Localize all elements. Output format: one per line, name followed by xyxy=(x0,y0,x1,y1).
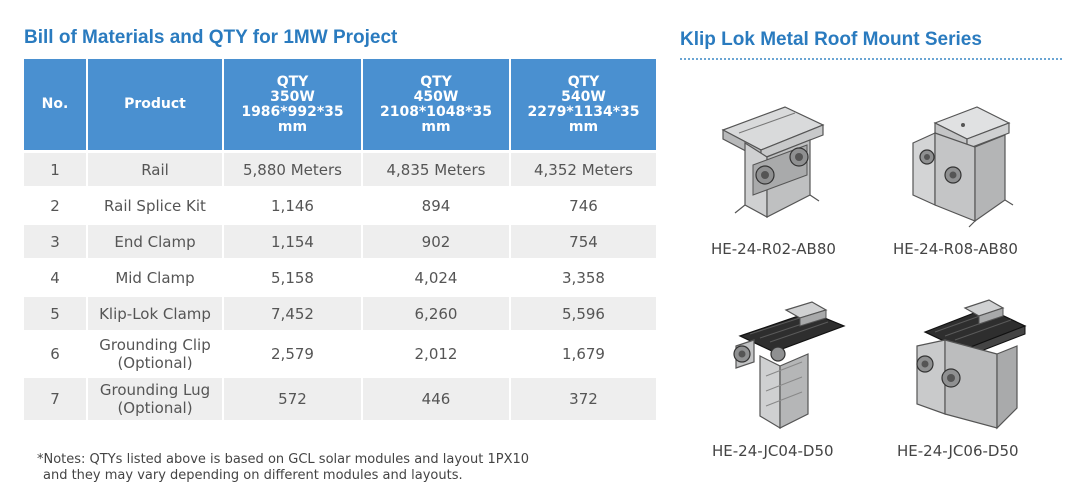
cell-qty-450w: 446 xyxy=(363,375,511,420)
header-product: Product xyxy=(88,59,224,150)
product-line: (Optional) xyxy=(117,399,193,417)
cell-qty-350w: 7,452 xyxy=(224,294,363,330)
cell-qty-350w: 2,579 xyxy=(224,330,363,375)
cell-product: Rail Splice Kit xyxy=(88,186,224,222)
klip-lok-clamp-r08-icon xyxy=(905,95,1020,230)
header-qty-540w xyxy=(511,59,656,150)
cell-product: Klip-Lok Clamp xyxy=(88,294,224,330)
table-row xyxy=(24,294,656,330)
cell-no: 1 xyxy=(24,150,88,186)
cell-no: 4 xyxy=(24,258,88,294)
cell-qty-350w: 5,880 Meters xyxy=(224,150,363,186)
cell-qty-450w: 6,260 xyxy=(363,294,511,330)
cell-qty-450w: 894 xyxy=(363,186,511,222)
header-wattage: 540W xyxy=(561,88,606,105)
klip-lok-clamp-jc04-icon xyxy=(720,296,850,436)
cell-qty-350w: 1,146 xyxy=(224,186,363,222)
table-row xyxy=(24,258,656,294)
header-wattage: 350W xyxy=(270,88,315,105)
klip-lok-clamp-jc06-icon xyxy=(905,296,1030,436)
klip-lok-clamp-r02-icon xyxy=(715,95,835,230)
cell-qty-540w: 1,679 xyxy=(511,330,656,375)
header-qty-label: QTY xyxy=(567,73,600,90)
cell-no: 3 xyxy=(24,222,88,258)
cell-qty-540w: 754 xyxy=(511,222,656,258)
table-row xyxy=(24,222,656,258)
product-line: Grounding Lug xyxy=(99,381,211,399)
cell-no: 6 xyxy=(24,330,88,375)
header-unit: mm xyxy=(568,118,599,135)
cell-qty-350w: 5,158 xyxy=(224,258,363,294)
cell-product xyxy=(88,375,224,420)
table-row xyxy=(24,186,656,222)
product-label: HE-24-JC06-D50 xyxy=(897,442,1019,460)
cell-qty-450w: 2,012 xyxy=(363,330,511,375)
cell-qty-540w: 5,596 xyxy=(511,294,656,330)
cell-qty-540w: 372 xyxy=(511,375,656,420)
header-qty-label: QTY xyxy=(420,73,452,90)
cell-qty-350w: 1,154 xyxy=(224,222,363,258)
product-r08 xyxy=(905,95,1020,230)
notes-line: and they may vary depending on different modules and layouts. xyxy=(43,468,463,483)
product-line: Grounding Clip xyxy=(99,336,211,354)
header-dimensions: 2279*1134*35 xyxy=(527,103,640,120)
header-unit: mm xyxy=(277,118,308,135)
cell-qty-450w: 4,835 Meters xyxy=(363,150,511,186)
product-r02 xyxy=(715,95,835,230)
header-qty-450w xyxy=(363,59,511,150)
table-header-row xyxy=(24,59,656,150)
header-dimensions: 2108*1048*35 xyxy=(379,103,493,120)
product-label: HE-24-JC04-D50 xyxy=(712,442,834,460)
cell-qty-450w: 902 xyxy=(363,222,511,258)
cell-qty-540w: 4,352 Meters xyxy=(511,150,656,186)
cell-qty-540w: 746 xyxy=(511,186,656,222)
product-jc06 xyxy=(905,296,1030,436)
cell-qty-450w: 4,024 xyxy=(363,258,511,294)
cell-product xyxy=(88,330,224,375)
cell-product: Mid Clamp xyxy=(88,258,224,294)
cell-qty-540w: 3,358 xyxy=(511,258,656,294)
product-label: HE-24-R02-AB80 xyxy=(711,240,836,258)
table-row xyxy=(24,150,656,186)
header-no: No. xyxy=(24,59,88,150)
header-unit: mm xyxy=(421,118,451,135)
series-title: Klip Lok Metal Roof Mount Series xyxy=(680,29,982,50)
header-wattage: 450W xyxy=(413,88,459,105)
cell-no: 7 xyxy=(24,375,88,420)
bom-title: Bill of Materials and QTY for 1MW Project xyxy=(24,27,398,48)
cell-product: Rail xyxy=(88,150,224,186)
notes xyxy=(37,452,529,484)
table-row xyxy=(24,330,656,375)
cell-product: End Clamp xyxy=(88,222,224,258)
cell-no: 5 xyxy=(24,294,88,330)
product-label: HE-24-R08-AB80 xyxy=(893,240,1018,258)
header-dimensions: 1986*992*35 xyxy=(241,103,344,120)
title-divider xyxy=(680,58,1062,60)
cell-no: 2 xyxy=(24,186,88,222)
table-row xyxy=(24,375,656,420)
bom-table xyxy=(24,59,656,420)
header-qty-label: QTY xyxy=(276,73,309,90)
product-jc04 xyxy=(720,296,850,436)
notes-line: *Notes: QTYs listed above is based on GCL solar modules and layout 1PX10 xyxy=(37,452,530,467)
product-line: (Optional) xyxy=(117,354,193,372)
cell-qty-350w: 572 xyxy=(224,375,363,420)
header-qty-350w xyxy=(224,59,363,150)
